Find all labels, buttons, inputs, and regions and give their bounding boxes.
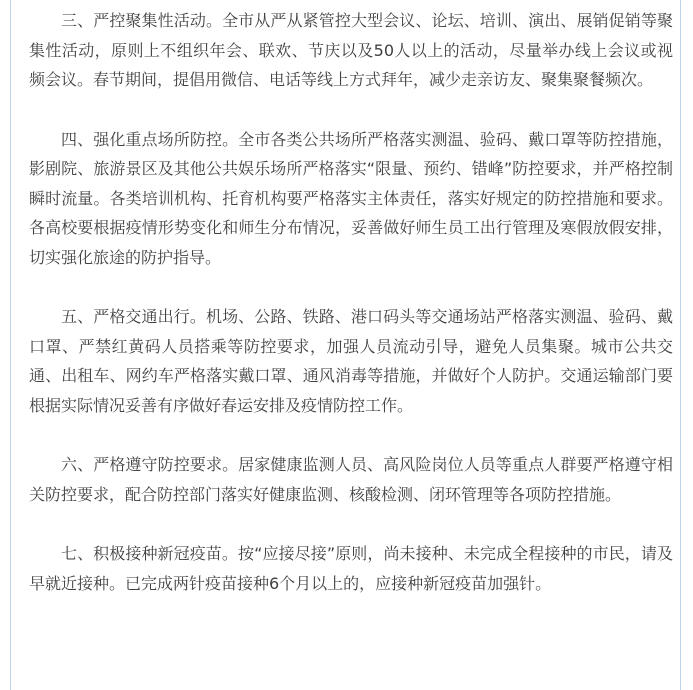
article-body — [29, 6, 673, 598]
paragraph-key-venues: 四、强化重点场所防控。全市各类公共场所严格落实测温、验码、戴口罩等防控措施，影剧院、旅游景区及其他公共娱乐场所严格落实“限量、预约、错峰”防控要求，并严格控制瞬时流量。各类培训机构、托育机构要严格落实主体责任，落实好规定的防控措施和要求。各高校要根据疫情形势变化和师生分布情况，妥善做好师生员工出行管理及寒假放假安排，切实强化旅途的防护指导。 — [29, 129, 673, 267]
paragraph-gathering-control: 三、严控聚集性活动。全市从严从紧管控大型会议、论坛、培训、演出、展销促销等聚集性活动，原则上不组织年会、联欢、节庆以及50人以上的活动，尽量举办线上会议或视频会议。春节期间，提倡用微信、电话等线上方式拜年，减少走亲访友、聚集聚餐频次。 — [29, 11, 673, 89]
paragraph-prevention-requirements: 六、严格遵守防控要求。居家健康监测人员、高风险岗位人员等重点人群要严格遵守相关防控要求，配合防控部门落实好健康监测、核酸检测、闭环管理等各项防控措施。 — [29, 455, 673, 504]
paragraph-vaccination: 七、积极接种新冠疫苗。按“应接尽接”原则，尚未接种、未完成全程接种的市民，请及早就近接种。已完成两针疫苗接种6个月以上的，应接种新冠疫苗加强针。 — [29, 544, 673, 593]
paragraph-transport: 五、严格交通出行。机场、公路、铁路、港口码头等交通场站严格落实测温、验码、戴口罩、严禁红黄码人员搭乘等防控要求，加强人员流动引导，避免人员集聚。城市公共交通、出租车、网约车严格落实戴口罩、通风消毒等措施，并做好个人防护。交通运输部门要根据实际情况妥善有序做好春运安排及疫情防控工作。 — [29, 307, 673, 415]
article-frame — [10, 0, 681, 690]
